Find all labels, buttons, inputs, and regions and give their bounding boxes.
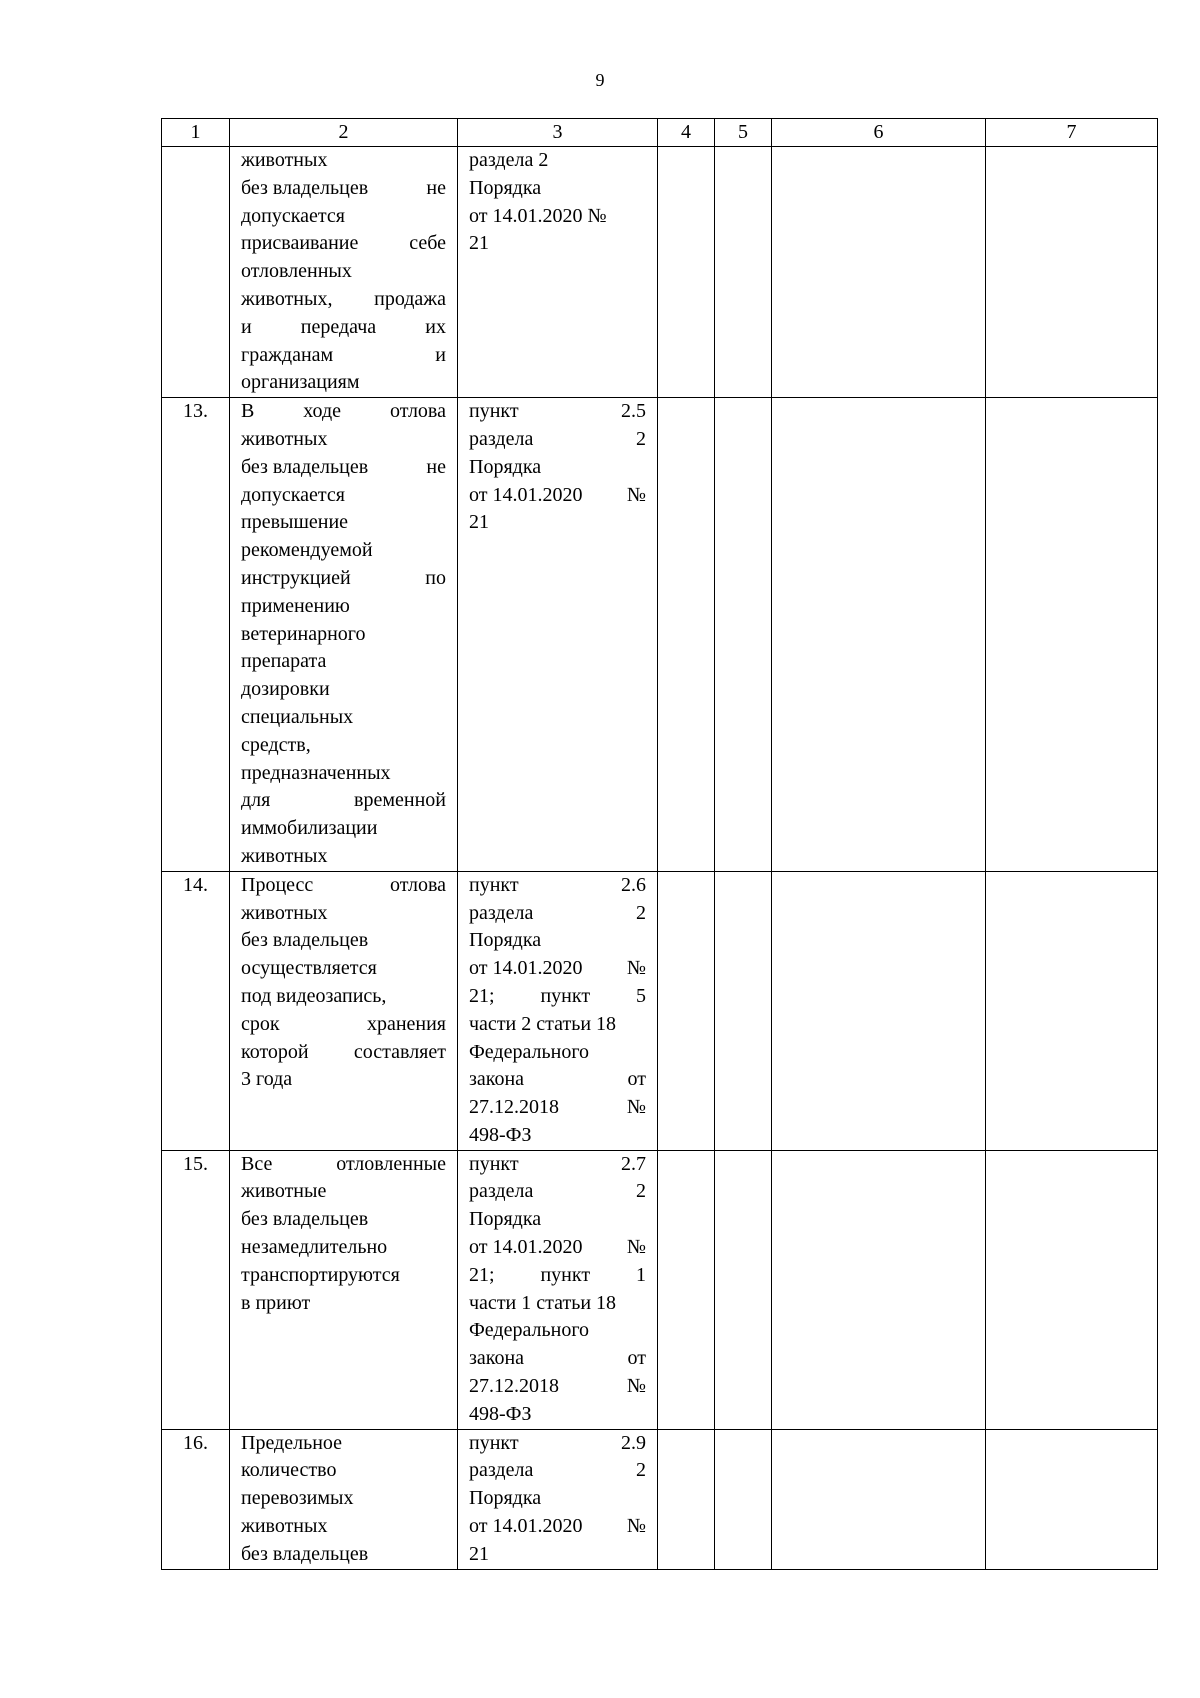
requirement-text-cell-line xyxy=(241,1178,446,1206)
text-fragment: иммобилизации xyxy=(241,817,378,840)
requirements-table xyxy=(161,118,1158,1570)
text-fragment: животных xyxy=(241,844,328,867)
text-fragment: без владельцев xyxy=(241,455,369,478)
column-6-cell xyxy=(772,398,986,872)
text-fragment: № xyxy=(626,1096,646,1119)
legal-reference-cell-line xyxy=(469,509,646,537)
text-fragment: 2.5 xyxy=(621,400,646,423)
text-fragment: составляет xyxy=(353,1040,446,1063)
text-fragment: транспортируются xyxy=(241,1263,400,1286)
text-fragment: хранения xyxy=(366,1012,446,1035)
requirement-text-cell-line xyxy=(241,900,446,928)
header-row xyxy=(162,119,1158,147)
legal-reference-cell-line xyxy=(469,927,646,955)
legal-reference-cell-line xyxy=(469,1262,646,1290)
requirement-text-cell-line xyxy=(241,676,446,704)
text-fragment: № xyxy=(626,957,646,980)
table-header xyxy=(162,119,1158,147)
text-fragment: 1 xyxy=(635,1263,646,1286)
legal-reference-cell-line xyxy=(469,955,646,983)
legal-reference-cell-line xyxy=(469,203,646,231)
text-fragment: части 2 статьи 18 xyxy=(469,1012,617,1035)
text-fragment: № xyxy=(626,1515,646,1538)
column-header-7: 7 xyxy=(986,119,1158,147)
text-fragment: Федерального xyxy=(469,1319,590,1342)
column-6-cell xyxy=(772,1150,986,1429)
text-fragment: закона xyxy=(469,1347,525,1370)
text-fragment: 27.12.2018 xyxy=(469,1375,559,1398)
requirement-text-cell-line xyxy=(241,1430,446,1458)
column-header-5: 5 xyxy=(715,119,772,147)
requirement-text-cell-line xyxy=(241,1039,446,1067)
text-fragment: животных xyxy=(241,1515,328,1538)
text-fragment: животных xyxy=(241,149,328,171)
text-fragment: № xyxy=(626,1236,646,1259)
requirement-text-cell-line xyxy=(241,704,446,732)
requirement-text-cell-line xyxy=(241,1234,446,1262)
requirement-text-cell-line xyxy=(241,1457,446,1485)
text-fragment: 2 xyxy=(636,427,646,450)
text-fragment: инструкцией xyxy=(241,566,351,589)
column-4-cell xyxy=(658,1429,715,1569)
text-fragment: без владельцев xyxy=(241,1208,369,1231)
text-fragment: дозировки xyxy=(241,678,330,701)
column-7-cell xyxy=(986,147,1158,398)
text-fragment: под видеозапись, xyxy=(241,984,387,1007)
requirement-text-cell-line xyxy=(241,509,446,537)
legal-reference-cell-line xyxy=(469,900,646,928)
legal-reference-cell-line xyxy=(469,1457,646,1485)
column-6-cell xyxy=(772,1429,986,1569)
text-fragment: от xyxy=(627,1068,646,1091)
text-fragment: раздела xyxy=(469,901,534,924)
requirement-text-cell-line xyxy=(241,927,446,955)
requirement-text-cell-line xyxy=(241,426,446,454)
text-fragment: от 14.01.2020 № xyxy=(469,204,607,227)
requirement-text-cell-line xyxy=(241,983,446,1011)
column-header-6: 6 xyxy=(772,119,986,147)
legal-reference-cell-line xyxy=(469,426,646,454)
legal-reference-cell-line xyxy=(469,1401,646,1429)
requirement-text-cell-line xyxy=(241,537,446,565)
text-fragment: временной xyxy=(354,789,446,812)
legal-reference-cell-line xyxy=(469,1151,646,1179)
column-header-2: 2 xyxy=(230,119,458,147)
text-fragment: Порядка xyxy=(469,176,542,199)
legal-reference-cell-line xyxy=(469,175,646,203)
requirement-text-cell-line xyxy=(241,230,446,258)
text-fragment: 5 xyxy=(635,984,646,1007)
text-fragment: раздела xyxy=(469,1459,534,1482)
requirement-text-cell xyxy=(230,1429,458,1569)
text-fragment: для xyxy=(241,789,271,812)
legal-reference-cell-line xyxy=(469,1485,646,1513)
text-fragment: 498-ФЗ xyxy=(469,1123,532,1146)
legal-reference-cell xyxy=(458,1150,658,1429)
text-fragment: 2 xyxy=(636,901,646,924)
text-fragment: в приют xyxy=(241,1291,311,1314)
text-fragment: 21 xyxy=(469,511,489,534)
column-5-cell xyxy=(715,1150,772,1429)
column-header-4: 4 xyxy=(658,119,715,147)
legal-reference-cell-line xyxy=(469,1011,646,1039)
row-number-cell: 16. xyxy=(162,1429,230,1569)
row-number-cell: 13. xyxy=(162,398,230,872)
text-fragment: пункт xyxy=(540,984,591,1007)
table-row xyxy=(162,1429,1158,1569)
requirement-text-cell-line xyxy=(241,843,446,871)
requirement-text-cell-line xyxy=(241,815,446,843)
text-fragment: их xyxy=(425,315,446,338)
column-header-1: 1 xyxy=(162,119,230,147)
row-number-cell: 14. xyxy=(162,871,230,1150)
text-fragment: 2.6 xyxy=(621,873,646,896)
text-fragment: ветеринарного xyxy=(241,622,366,645)
column-7-cell xyxy=(986,1429,1158,1569)
requirement-text-cell-line xyxy=(241,203,446,231)
requirement-text-cell-line xyxy=(241,955,446,983)
legal-reference-cell xyxy=(458,871,658,1150)
legal-reference-cell-line xyxy=(469,1206,646,1234)
column-5-cell xyxy=(715,871,772,1150)
text-fragment: Порядка xyxy=(469,1487,542,1510)
text-fragment: Предельное xyxy=(241,1431,343,1454)
text-fragment: 21 xyxy=(469,232,489,255)
requirement-text-cell-line xyxy=(241,1513,446,1541)
text-fragment: 27.12.2018 xyxy=(469,1096,559,1119)
text-fragment: Порядка xyxy=(469,455,542,478)
column-6-cell xyxy=(772,147,986,398)
text-fragment: от xyxy=(627,1347,646,1370)
requirement-text-cell-line xyxy=(241,621,446,649)
text-fragment: животных xyxy=(241,427,328,450)
legal-reference-cell-line xyxy=(469,872,646,900)
requirement-text-cell-line xyxy=(241,732,446,760)
text-fragment: 21; xyxy=(469,984,495,1007)
column-7-cell xyxy=(986,1150,1158,1429)
requirement-text-cell-line xyxy=(241,1066,446,1094)
legal-reference-cell-line xyxy=(469,1430,646,1458)
requirement-text-cell-line xyxy=(241,1262,446,1290)
text-fragment: осуществляется xyxy=(241,957,377,980)
row-number-cell: 15. xyxy=(162,1150,230,1429)
legal-reference-cell-line xyxy=(469,1345,646,1373)
text-fragment: пункт xyxy=(469,400,519,423)
text-fragment: 2 xyxy=(636,1459,646,1482)
text-fragment: организациям xyxy=(241,371,360,394)
requirement-text-cell-line xyxy=(241,454,446,482)
text-fragment: срок xyxy=(241,1012,280,1035)
requirement-text-cell-line xyxy=(241,1541,446,1569)
text-fragment: отлова xyxy=(389,400,446,423)
requirement-text-cell-line xyxy=(241,787,446,815)
row-number-cell xyxy=(162,147,230,398)
text-fragment: предназначенных xyxy=(241,761,391,784)
requirement-text-cell-line xyxy=(241,565,446,593)
requirement-text-cell-line xyxy=(241,872,446,900)
text-fragment: специальных xyxy=(241,705,354,728)
table-row xyxy=(162,1150,1158,1429)
text-fragment: и xyxy=(435,343,446,366)
text-fragment: без владельцев xyxy=(241,176,369,199)
column-4-cell xyxy=(658,871,715,1150)
legal-reference-cell-line xyxy=(469,1039,646,1067)
requirement-text-cell-line xyxy=(241,1206,446,1234)
text-fragment: раздела xyxy=(469,427,534,450)
legal-reference-cell-line xyxy=(469,454,646,482)
text-fragment: животные xyxy=(241,1180,327,1203)
column-4-cell xyxy=(658,398,715,872)
requirement-text-cell-line xyxy=(241,314,446,342)
text-fragment: без владельцев xyxy=(241,1542,369,1565)
requirement-text-cell-line xyxy=(241,482,446,510)
text-fragment: № xyxy=(626,1375,646,1398)
requirement-text-cell-line xyxy=(241,593,446,621)
requirement-text-cell-line xyxy=(241,648,446,676)
text-fragment: количество xyxy=(241,1459,337,1482)
text-fragment: допускается xyxy=(241,204,345,227)
legal-reference-cell-line xyxy=(469,1373,646,1401)
legal-reference-cell xyxy=(458,1429,658,1569)
column-4-cell xyxy=(658,1150,715,1429)
legal-reference-cell-line xyxy=(469,1178,646,1206)
text-fragment: Порядка xyxy=(469,1208,542,1231)
text-fragment: от 14.01.2020 xyxy=(469,483,583,506)
text-fragment: ходе xyxy=(303,400,342,423)
requirement-text-cell-line xyxy=(241,342,446,370)
column-7-cell xyxy=(986,871,1158,1150)
requirement-text-cell-line xyxy=(241,286,446,314)
requirement-text-cell-line xyxy=(241,369,446,397)
text-fragment: закона xyxy=(469,1068,525,1091)
requirement-text-cell-line xyxy=(241,1151,446,1179)
legal-reference-cell-line xyxy=(469,1094,646,1122)
requirement-text-cell-line xyxy=(241,147,446,175)
column-5-cell xyxy=(715,147,772,398)
column-6-cell xyxy=(772,871,986,1150)
text-fragment: не xyxy=(426,176,446,199)
column-7-cell xyxy=(986,398,1158,872)
text-fragment: животных xyxy=(241,901,328,924)
requirement-text-cell-line xyxy=(241,1485,446,1513)
text-fragment: Порядка xyxy=(469,929,542,952)
text-fragment: В xyxy=(241,400,255,423)
text-fragment: 3 года xyxy=(241,1068,293,1091)
text-fragment: допускается xyxy=(241,483,345,506)
table-body xyxy=(162,147,1158,1570)
text-fragment: средств, xyxy=(241,733,311,756)
table-row xyxy=(162,147,1158,398)
column-4-cell xyxy=(658,147,715,398)
text-fragment: 2.9 xyxy=(621,1431,646,1454)
table-row xyxy=(162,871,1158,1150)
text-fragment: раздела xyxy=(469,1180,534,1203)
legal-reference-cell-line xyxy=(469,1317,646,1345)
requirement-text-cell-line xyxy=(241,1290,446,1318)
text-fragment: и xyxy=(241,315,252,338)
requirement-text-cell xyxy=(230,147,458,398)
text-fragment: раздела 2 xyxy=(469,149,549,171)
legal-reference-cell-line xyxy=(469,230,646,258)
column-5-cell xyxy=(715,1429,772,1569)
text-fragment: гражданам xyxy=(241,343,334,366)
text-fragment: не xyxy=(426,455,446,478)
legal-reference-cell-line xyxy=(469,1541,646,1569)
legal-reference-cell-line xyxy=(469,482,646,510)
text-fragment: отловленные xyxy=(336,1152,446,1175)
requirement-text-cell-line xyxy=(241,398,446,426)
text-fragment: животных, xyxy=(241,287,333,310)
text-fragment: продажа xyxy=(374,287,446,310)
text-fragment: от 14.01.2020 xyxy=(469,957,583,980)
legal-reference-cell-line xyxy=(469,1122,646,1150)
requirement-text-cell-line xyxy=(241,258,446,286)
requirement-text-cell-line xyxy=(241,760,446,788)
text-fragment: пункт xyxy=(469,1152,519,1175)
text-fragment: 2 xyxy=(636,1180,646,1203)
text-fragment: Федерального xyxy=(469,1040,590,1063)
text-fragment: 498-ФЗ xyxy=(469,1402,532,1425)
text-fragment: рекомендуемой xyxy=(241,539,373,562)
requirement-text-cell-line xyxy=(241,1011,446,1039)
legal-reference-cell xyxy=(458,147,658,398)
text-fragment: от 14.01.2020 xyxy=(469,1236,583,1259)
text-fragment: 2.7 xyxy=(621,1152,646,1175)
text-fragment: передача xyxy=(300,315,377,338)
text-fragment: отлова xyxy=(389,873,446,896)
column-5-cell xyxy=(715,398,772,872)
page-number: 9 xyxy=(595,70,605,90)
table-row xyxy=(162,398,1158,872)
text-fragment: без владельцев xyxy=(241,929,369,952)
text-fragment: 21; xyxy=(469,1263,495,1286)
text-fragment: Процесс xyxy=(241,873,314,896)
requirement-text-cell xyxy=(230,398,458,872)
legal-reference-cell-line xyxy=(469,1290,646,1318)
text-fragment: пункт xyxy=(469,1431,519,1454)
text-fragment: Все xyxy=(241,1152,273,1175)
text-fragment: отловленных xyxy=(241,260,352,283)
text-fragment: пункт xyxy=(540,1263,591,1286)
legal-reference-cell-line xyxy=(469,398,646,426)
text-fragment: № xyxy=(626,483,646,506)
text-fragment: 21 xyxy=(469,1542,489,1565)
legal-reference-cell-line xyxy=(469,1066,646,1094)
text-fragment: по xyxy=(425,566,446,589)
requirement-text-cell xyxy=(230,871,458,1150)
text-fragment: незамедлительно xyxy=(241,1236,388,1259)
requirement-text-cell-line xyxy=(241,175,446,203)
text-fragment: присваивание xyxy=(241,232,359,255)
legal-reference-cell-line xyxy=(469,1234,646,1262)
legal-reference-cell-line xyxy=(469,1513,646,1541)
text-fragment: части 1 статьи 18 xyxy=(469,1291,617,1314)
legal-reference-cell xyxy=(458,398,658,872)
text-fragment: превышение xyxy=(241,511,349,534)
text-fragment: себе xyxy=(409,232,446,255)
text-fragment: применению xyxy=(241,594,350,617)
requirement-text-cell xyxy=(230,1150,458,1429)
text-fragment: перевозимых xyxy=(241,1487,354,1510)
column-header-3: 3 xyxy=(458,119,658,147)
text-fragment: препарата xyxy=(241,650,327,673)
legal-reference-cell-line xyxy=(469,983,646,1011)
text-fragment: которой xyxy=(241,1040,309,1063)
legal-reference-cell-line xyxy=(469,147,646,175)
text-fragment: от 14.01.2020 xyxy=(469,1515,583,1538)
text-fragment: пункт xyxy=(469,873,519,896)
